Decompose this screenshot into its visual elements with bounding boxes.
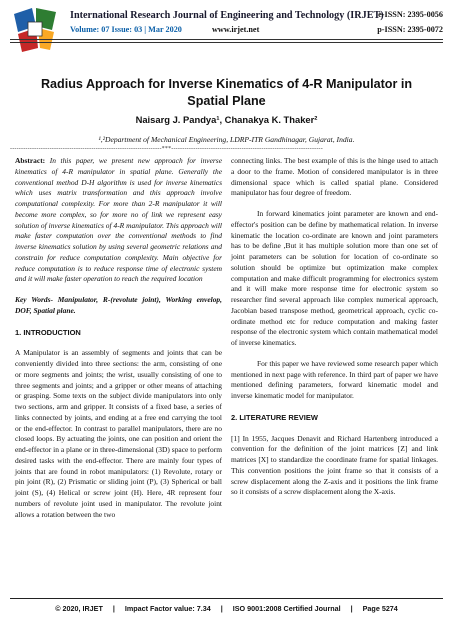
p-issn: p-ISSN: 2395-0072 (377, 25, 443, 34)
abstract (15, 156, 222, 285)
paragraph-2: In forward kinematics joint parameter are known and end-effector's position can be define by mathematical relation. In inverse kinematic the location co-ordinate are known and joint parameters has to be define ,But it has multiple solution more than one set of joint parameters can be solution for location of co-ordinate so solution should be optimize but optimization make complex computation and make difficult programming for electronics system and it will make more response time for electronic system so researcher find several approach like complex numerical approach, Jacobian based transpose method, geometrical approach, cyclic co-ordinate method etc for reduce computation and making faster response of the electronic system which contain mathematical model of inverse kinematics. (231, 209, 438, 347)
abstract-text: In this paper, we present new approach for inverse kinematics of 4-R manipulator in spatial plane. Generally the conventional method D-H algorithm is used for inverse kinematics which uses matrix transformation and this approach involve computational complexity. For more than 2-R manipulator it will become more complex, so for more no of link we represent easy solution of inverse kinematics of 4-R manipulator. This approach will make faster computation over the conventional methods to find inverse kinematics solution by using several geometric relations and constrain for reduce computation complexity. Main objective for reduce computation is to reduce response time of electronic system and it will make faster operation to reach the required location (15, 156, 222, 284)
keywords: Key Words- Manipulator, R-(revolute joint), Working envelop, DOF, Spatial plane. (15, 295, 222, 315)
footer-copyright: © 2020, IRJET (55, 604, 103, 613)
paper-title: Radius Approach for Inverse Kinematics of 4-R Manipulator in Spatial Plane (40, 77, 413, 108)
e-issn: e-ISSN: 2395-0056 (378, 10, 443, 19)
paragraph-1: connecting links. The best example of this is the hinge used to attach a door to the frame. Motion of considered manipulator is in three dimensional space which is called spatial plane. Considered manipulator has four degree of freedom. (231, 156, 438, 198)
footer-iso: ISO 9001:2008 Certified Journal (232, 604, 341, 613)
footer-separator: | (220, 604, 223, 613)
section-heading-introduction: 1. INTRODUCTION (15, 327, 81, 337)
authors: Naisarg J. Pandya¹, Chanakya K. Thaker² (135, 114, 318, 125)
abstract-label: Abstract: (15, 156, 46, 165)
footer-impact-factor: Impact Factor value: 7.34 (124, 604, 211, 613)
section-heading-literature-review: 2. LITERATURE REVIEW (231, 412, 318, 422)
introduction-paragraph: A Manipulator is an assembly of segments and joints that can be conveniently divided into three sections: the arm, consisting of one or more segments and joints; the wrist, usually consisting of one to three segments and joints; and a gripper or other means of attaching or grasping. Some texts on the subject divide manipulators into only two sections, arm and gripper. It consists of a fixed base, a series of links connected by joints, and ending at a free end carrying the tool or the end-effector. In contrast to parallel manipulators, there are no closed loops. By actuating the joints, one can position and orient the end-effector in a plane or in three-dimensional (3D) space to perform desired tasks with the end-effector. There are mainly four types of joints that are found in robot manipulators: (1) Revolute, rotary or pin joint (R), (2) Prismatic or sliding joint (P), (3) Spherical or ball joint (S), (4) Helical or screw joint (H). Here, 4R represent four numbers of revolute joint used in manipulator. The revolute joint allows a rotation between the two (15, 348, 222, 519)
footer-divider (10, 598, 443, 599)
page-footer (0, 604, 453, 613)
affiliation: ¹,²Department of Mechanical Engineering, LDRP-ITR Gandhinagar, Gujarat, India. (98, 135, 355, 144)
journal-url[interactable]: www.irjet.net (212, 25, 260, 34)
footer-page-number: Page 5274 (362, 604, 398, 613)
paragraph-3: For this paper we have reviewed some research paper which mentioned in next page with reference. In third part of paper we have mentioned defining parameters, forward kinematic model and inverse kinematic model for manipulator. (231, 358, 438, 400)
section-divider: ---------------------------------------------------------------------***--------------------------------------------------------------------- (10, 146, 323, 152)
journal-header (0, 0, 453, 58)
header-divider-thin (10, 42, 443, 43)
irjet-logo-icon (10, 6, 62, 54)
literature-paragraph-1: [1] In 1955, Jacques Denavit and Richard Hartenberg introduced a convention for the definition of the joint matrices [Z] and link matrices [X] to standardize the coordinate frame for spatial linkages. This convention positions the joint frame so that it consists of a screw displacement along the Z-axis and it positions the link frame so it consists of a screw displacement along the X-axis. (231, 433, 438, 497)
footer-separator: | (350, 604, 353, 613)
footer-separator: | (112, 604, 115, 613)
header-divider (10, 39, 443, 40)
right-column (231, 156, 438, 498)
left-column (15, 156, 222, 520)
journal-volume: Volume: 07 Issue: 03 | Mar 2020 (70, 25, 182, 34)
journal-name: International Research Journal of Engineering and Technology (IRJET) (70, 10, 384, 21)
